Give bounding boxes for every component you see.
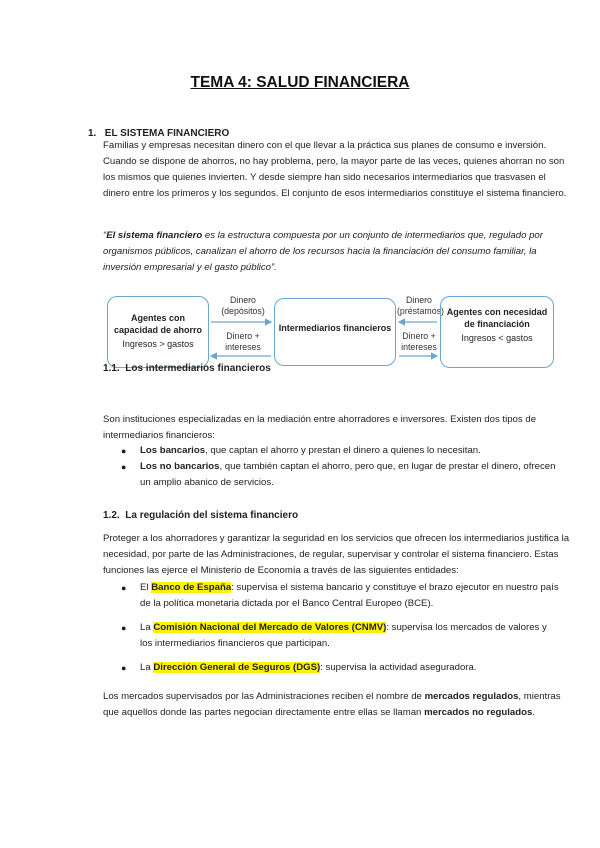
- intermediaries-box: [274, 298, 396, 366]
- closing-pre: Los mercados supervisados por las Administraciones reciben el nombre de: [103, 691, 425, 702]
- loans-label: Dinero (préstamos): [397, 295, 444, 316]
- right-return-label: Dinero + intereses: [401, 331, 437, 352]
- subsection-heading: [103, 510, 298, 521]
- subsection-title: Los intermediarios financieros: [125, 363, 271, 374]
- bullet: ●: [121, 663, 127, 673]
- borrowers-box: [440, 296, 554, 368]
- definition-quote: [103, 228, 573, 276]
- quote-text: es la estructura compuesta por un conjunto de intermediarios que, regulado por organismos públicos, canalizan el ahorro de los recursos hacia la financiación del consumo familiar, la inversión empresarial y el gasto público”.: [103, 230, 543, 273]
- closing-mid: , mientras que aquellos donde las partes negocian directamente entre ellas se llaman: [103, 691, 561, 718]
- savers-subtitle: Ingresos > gastos: [122, 339, 194, 349]
- closing-end: .: [532, 707, 535, 718]
- bullet: ●: [121, 583, 127, 593]
- borrowers-title: Agentes con necesidad de financiación: [446, 307, 548, 329]
- entity-text: : supervisa la actividad aseguradora.: [320, 662, 477, 673]
- subsection-number: 1.1.: [103, 363, 120, 374]
- deposits-label: Dinero (depósitos): [221, 295, 265, 316]
- list-item: [121, 660, 560, 676]
- closing-term-regulated: mercados regulados: [424, 691, 519, 702]
- bullet: ●: [121, 623, 127, 633]
- flow-diagram: [103, 294, 583, 374]
- list-item: [121, 580, 560, 612]
- list-item: [121, 443, 560, 459]
- bullet: ●: [121, 462, 127, 472]
- intermediaries-paragraph: Son instituciones especializadas en la mediación entre ahorradores e inversores. Existen dos tipos de intermediarios financieros:: [103, 414, 537, 441]
- subsection-title: La regulación del sistema financiero: [125, 510, 299, 521]
- section-paragraph: Familias y empresas necesitan dinero con el que llevar a la práctica sus planes de consumo e inversión. Cuando se dispone de ahorros, no hay problema, pero, la mayor parte de las veces, quienes ahorran no son los mismos que quienes invierten. Y desde siempre han sido necesarios intermediarios que trasvasen el dinero entre los primeros y los segundos. El conjunto de esos intermediarios constituye el sistema financiero.: [103, 140, 567, 199]
- intermediaries-title: Intermediarios financieros: [278, 323, 392, 333]
- quote-open: “: [103, 230, 107, 241]
- entity-prefix: El: [140, 582, 152, 593]
- quote-term: El sistema financiero: [106, 230, 203, 241]
- list-item: [121, 620, 560, 652]
- left-return-label: Dinero + intereses: [225, 331, 261, 352]
- item-term: Los bancarios: [140, 445, 206, 456]
- entity-text: : supervisa el sistema bancario y constituye el brazo ejecutor en nuestro país de la política monetaria dictada por el Banco Central Europeo (BCE).: [140, 582, 559, 609]
- entity-text: : supervisa los mercados de valores y los intermediarios financieros que participan.: [140, 622, 547, 649]
- page-title: TEMA 4: SALUD FINANCIERA: [190, 74, 410, 91]
- entity-prefix: La: [140, 622, 154, 633]
- savers-title: Agentes con capacidad de ahorro: [113, 313, 203, 335]
- item-text: , que también captan el ahorro, pero que, en lugar de prestar el dinero, ofrecen un amplio abanico de servicios.: [140, 461, 556, 488]
- section-number: 1.: [88, 128, 97, 139]
- entity-prefix: La: [140, 662, 154, 673]
- item-term: Los no bancarios: [140, 461, 220, 472]
- subsection-number: 1.2.: [103, 510, 120, 521]
- closing-term-unregulated: mercados no regulados: [424, 707, 533, 718]
- closing-paragraph: [103, 689, 573, 721]
- regulation-paragraph: Proteger a los ahorradores y garantizar la seguridad en los servicios que ofrecen los intermediarios justifica la necesidad, por parte de las Administraciones, de regular, supervisar y controlar el sistema financiero. Estas funciones las ejerce el Ministerio de Economía a través de las siguientes entidades:: [103, 533, 570, 576]
- item-text: , que captan el ahorro y prestan el dinero a quienes lo necesitan.: [205, 445, 481, 456]
- section-title: EL SISTEMA FINANCIERO: [104, 128, 230, 139]
- bullet: ●: [121, 446, 127, 456]
- savers-box: [107, 296, 209, 368]
- list-item: [121, 459, 560, 491]
- entity-name-highlight: Banco de España: [151, 582, 232, 593]
- subsection-heading: [103, 363, 271, 374]
- entity-name-highlight: Comisión Nacional del Mercado de Valores (CNMV): [153, 622, 387, 633]
- entity-name-highlight: Dirección General de Seguros (DGS): [153, 662, 321, 673]
- borrowers-subtitle: Ingresos < gastos: [461, 333, 533, 343]
